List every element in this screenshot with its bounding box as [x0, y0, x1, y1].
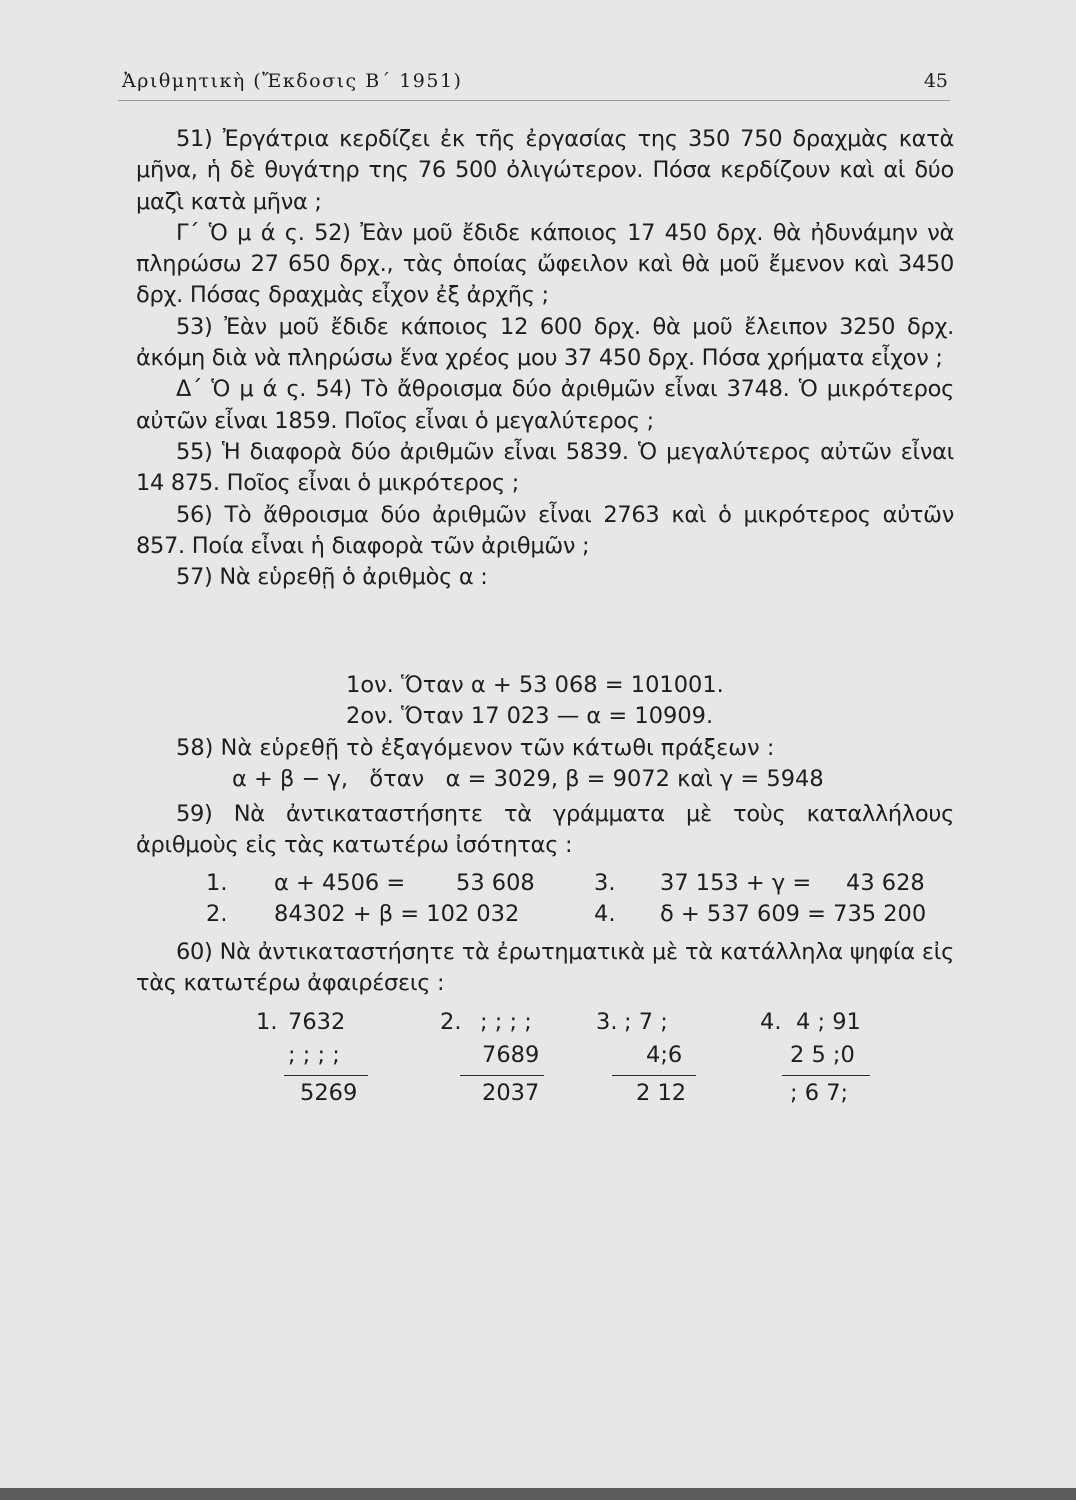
sub-2-subtrahend: 7689	[482, 1042, 540, 1068]
problem-57-line-1: 1ον. Ὅταν α + 53 068 = 101001.	[346, 672, 724, 698]
problem-54: Δ΄ Ὁ μ ά ς. 54) Τὸ ἄθροισμα δύο ἀριθμῶν εἶναι 3748. Ὁ μικρότερος αὐτῶν εἶναι 1859. Ποῖος εἶναι ὁ μεγαλύτερος ;	[136, 376, 954, 434]
eq-3-result: 43 628	[846, 870, 925, 896]
sub-3-minuend: ; 7 ;	[624, 1009, 668, 1035]
eq-2-expr: 84302 + β = 102 032	[274, 901, 520, 927]
sub-2-minuend: ; ; ; ;	[480, 1009, 532, 1035]
sub-1-rule	[284, 1075, 368, 1076]
problem-59-block	[136, 799, 954, 862]
problem-55: 55) Ἡ διαφορὰ δύο ἀριθμῶν εἶναι 5839. Ὁ μεγαλύτερος αὐτῶν εἶναι 14 875. Ποῖος εἶναι ὁ μικρότερος ;	[136, 438, 954, 497]
eq-4-num: 4.	[594, 901, 616, 927]
problem-60: 60) Νὰ ἀντικαταστήσητε τὰ ἐρωτηματικὰ μὲ τὰ κατάλληλα ψηφία εἰς τὰς κατωτέρω ἀφαιρέσεις :	[136, 939, 954, 997]
sub-1-subtrahend: ; ; ; ;	[288, 1042, 340, 1068]
sub-3-subtrahend: 4;6	[646, 1042, 683, 1068]
problem-57: 57) Νὰ εὑρεθῇ ὁ ἀριθμὸς α :	[176, 564, 488, 591]
sub-2-rule	[460, 1075, 544, 1076]
sub-4-minuend: 4 ; 91	[796, 1009, 861, 1035]
page-number: 45	[923, 70, 948, 92]
eq-1-num: 1.	[206, 870, 228, 896]
problem-51: 51) Ἐργάτρια κερδίζει ἐκ τῆς ἐργασίας της 350 750 δραχμὰς κατὰ μῆνα, ἡ δὲ θυγάτηρ της 76 500 ὀλιγώτερον. Πόσα κερδίζουν καὶ αἱ δύο μαζὶ κατὰ μῆνα ;	[136, 126, 954, 215]
sub-4-num: 4.	[760, 1009, 782, 1035]
problem-59: 59) Νὰ ἀντικαταστήσητε τὰ γράμματα μὲ τοὺς καταλλήλους ἀριθμοὺς εἰς τὰς κατωτέρω ἰσότητας :	[136, 801, 954, 859]
page-bottom-edge	[0, 1488, 1076, 1500]
sub-4-difference: ; 6 7;	[790, 1080, 849, 1106]
problem-58: 58) Νὰ εὑρεθῇ τὸ ἐξαγόμενον τῶν κάτωθι πράξεων :	[176, 735, 775, 761]
problems-text	[136, 124, 954, 593]
header-title: Ἀριθμητικὴ (Ἔκδοσις Β΄ 1951)	[122, 70, 463, 92]
sub-1-difference: 5269	[300, 1080, 358, 1106]
sub-3-rule	[612, 1075, 696, 1076]
eq-2-num: 2.	[206, 901, 228, 927]
eq-1-expr: α + 4506 =	[274, 870, 406, 896]
problem-60-block	[136, 937, 954, 1000]
problem-57-line-2: 2ον. Ὅταν 17 023 — α = 10909.	[346, 703, 714, 729]
sub-1-num: 1.	[256, 1009, 278, 1035]
eq-4-expr: δ + 537 609 = 735 200	[660, 901, 927, 927]
problem-52: Γ΄ Ὁ μ ά ς. 52) Ἐὰν μοῦ ἔδιδε κάποιος 17 450 δρχ. θὰ ἠδυνάμην νὰ πληρώσω 27 650 δρχ., τὰς ὁποίας ὤφειλον καὶ θὰ μοῦ ἔμενον καὶ 3450 δρχ. Πόσας δραχμὰς εἶχον ἐξ ἀρχῆς ;	[136, 219, 954, 309]
sub-4-subtrahend: 2 5 ;0	[790, 1042, 855, 1068]
sub-3-num: 3.	[596, 1009, 618, 1035]
problem-53: 53) Ἐὰν μοῦ ἔδιδε κάποιος 12 600 δρχ. θὰ μοῦ ἔλειπον 3250 δρχ. ἀκόμη διὰ νὰ πληρώσω ἕνα χρέος μου 37 450 δρχ. Πόσα χρήματα εἶχον ;	[136, 313, 954, 372]
sub-3-difference: 2 12	[636, 1080, 687, 1106]
eq-3-expr: 37 153 + γ =	[660, 870, 812, 896]
sub-4-rule	[782, 1075, 870, 1076]
running-header	[118, 66, 950, 101]
problem-56: 56) Τὸ ἄθροισμα δύο ἀριθμῶν εἶναι 2763 καὶ ὁ μικρότερος αὐτῶν 857. Ποία εἶναι ἡ διαφορὰ τῶν ἀριθμῶν ;	[136, 501, 954, 559]
eq-1-result: 53 608	[456, 870, 535, 896]
problem-58-expression: α + β − γ, ὅταν α = 3029, β = 9072 καὶ γ = 5948	[232, 766, 824, 792]
sub-2-num: 2.	[440, 1009, 462, 1035]
sub-1-minuend: 7632	[288, 1009, 346, 1035]
eq-3-num: 3.	[594, 870, 616, 896]
sub-2-difference: 2037	[482, 1080, 540, 1106]
